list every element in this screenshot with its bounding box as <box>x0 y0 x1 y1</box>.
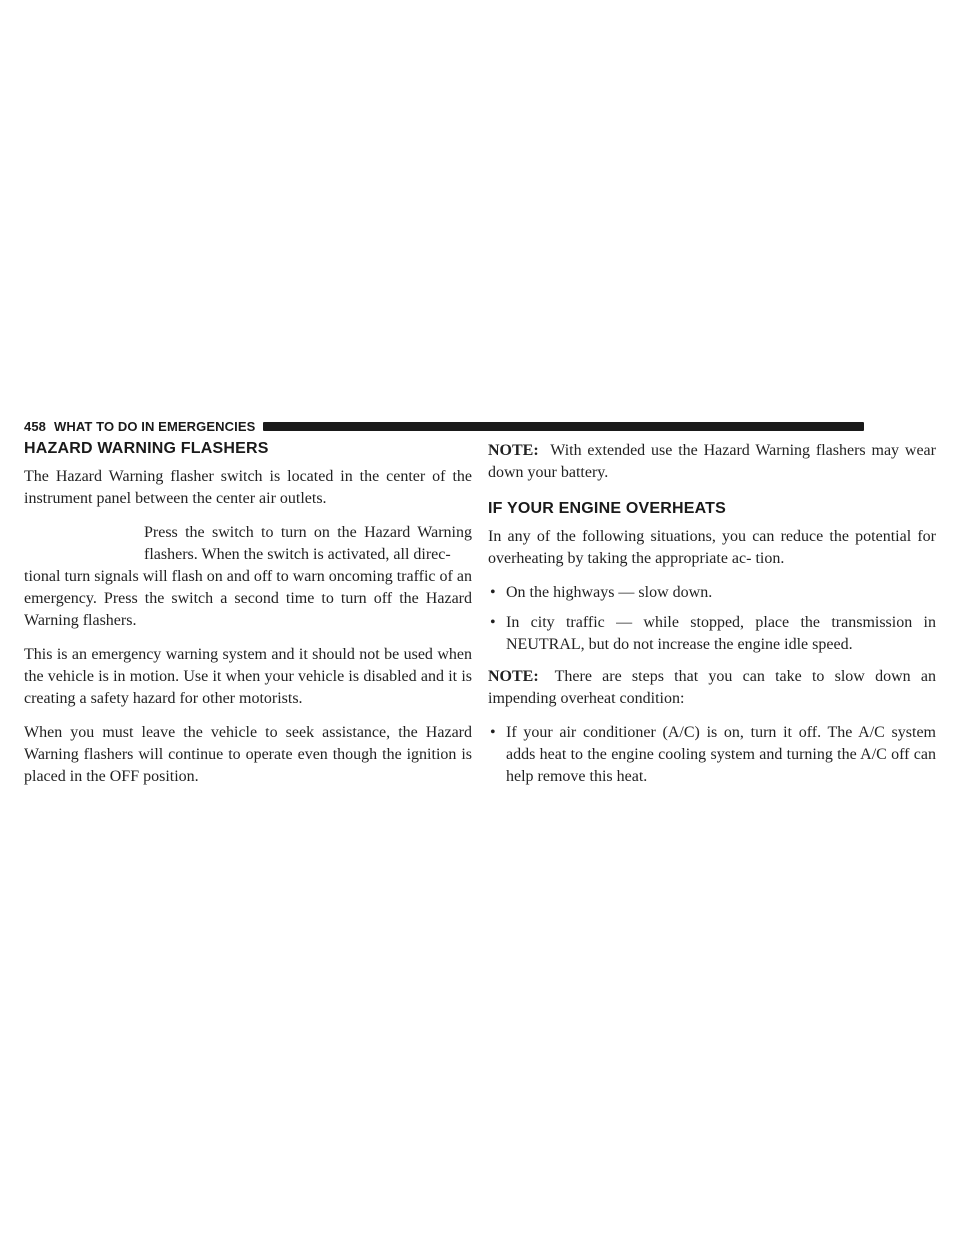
hazard-flashers-heading: HAZARD WARNING FLASHERS <box>24 440 269 457</box>
hazard-location-paragraph: The Hazard Warning flasher switch is located in the center of the instrument panel between the center air outlets. <box>24 468 472 507</box>
left-column <box>24 440 472 800</box>
right-column <box>488 440 936 798</box>
hazard-press-rest: tional turn signals will flash on and off to warn oncoming traffic of an emergency. Press the switch a second time to turn off the Hazard Warning flashers. <box>24 568 472 629</box>
battery-note <box>488 440 936 484</box>
list-item <box>488 722 936 788</box>
list-item-text: On the highways — slow down. <box>506 584 713 601</box>
leave-vehicle-paragraph: When you must leave the vehicle to seek assistance, the Hazard Warning flashers will continue to operate even though the ignition is placed in the OFF position. <box>24 724 472 785</box>
header-rule <box>263 422 864 431</box>
note-text: With extended use the Hazard Warning flashers may wear down your battery. <box>488 442 936 481</box>
emergency-system-paragraph: This is an emergency warning system and it should not be used when the vehicle is in motion. Use it when your vehicle is disabled and it is creating a safety hazard for other motorists. <box>24 646 472 707</box>
page-number: 458 <box>24 418 46 434</box>
list-item-text: If your air conditioner (A/C) is on, turn it off. The A/C system adds heat to the engine cooling system and turning the A/C off can help remove this heat. <box>506 724 936 785</box>
situations-list <box>488 582 936 656</box>
bullet-icon: • <box>490 584 496 601</box>
hazard-press-paragraph <box>24 522 472 632</box>
bullet-icon: • <box>490 724 496 741</box>
note-text: There are steps that you can take to slow down an impending overheat condition: <box>488 668 936 707</box>
list-item <box>488 582 936 604</box>
steps-list <box>488 722 936 788</box>
bullet-icon: • <box>490 614 496 631</box>
note-label: NOTE: <box>488 442 539 459</box>
page-header <box>24 417 864 435</box>
section-title: WHAT TO DO IN EMERGENCIES <box>54 418 256 434</box>
note-label: NOTE: <box>488 668 539 685</box>
hazard-press-lead: Press the switch to turn on the Hazard Warning flashers. When the switch is activated, all direc- <box>144 524 472 563</box>
overheat-intro-paragraph: In any of the following situations, you can reduce the potential for overheating by taking the appropriate ac- tion. <box>488 528 936 567</box>
overheat-heading: IF YOUR ENGINE OVERHEATS <box>488 500 727 517</box>
overheat-note <box>488 666 936 710</box>
list-item <box>488 612 936 656</box>
list-item-text: In city traffic — while stopped, place the transmission in NEUTRAL, but do not increase the engine idle speed. <box>506 614 936 653</box>
